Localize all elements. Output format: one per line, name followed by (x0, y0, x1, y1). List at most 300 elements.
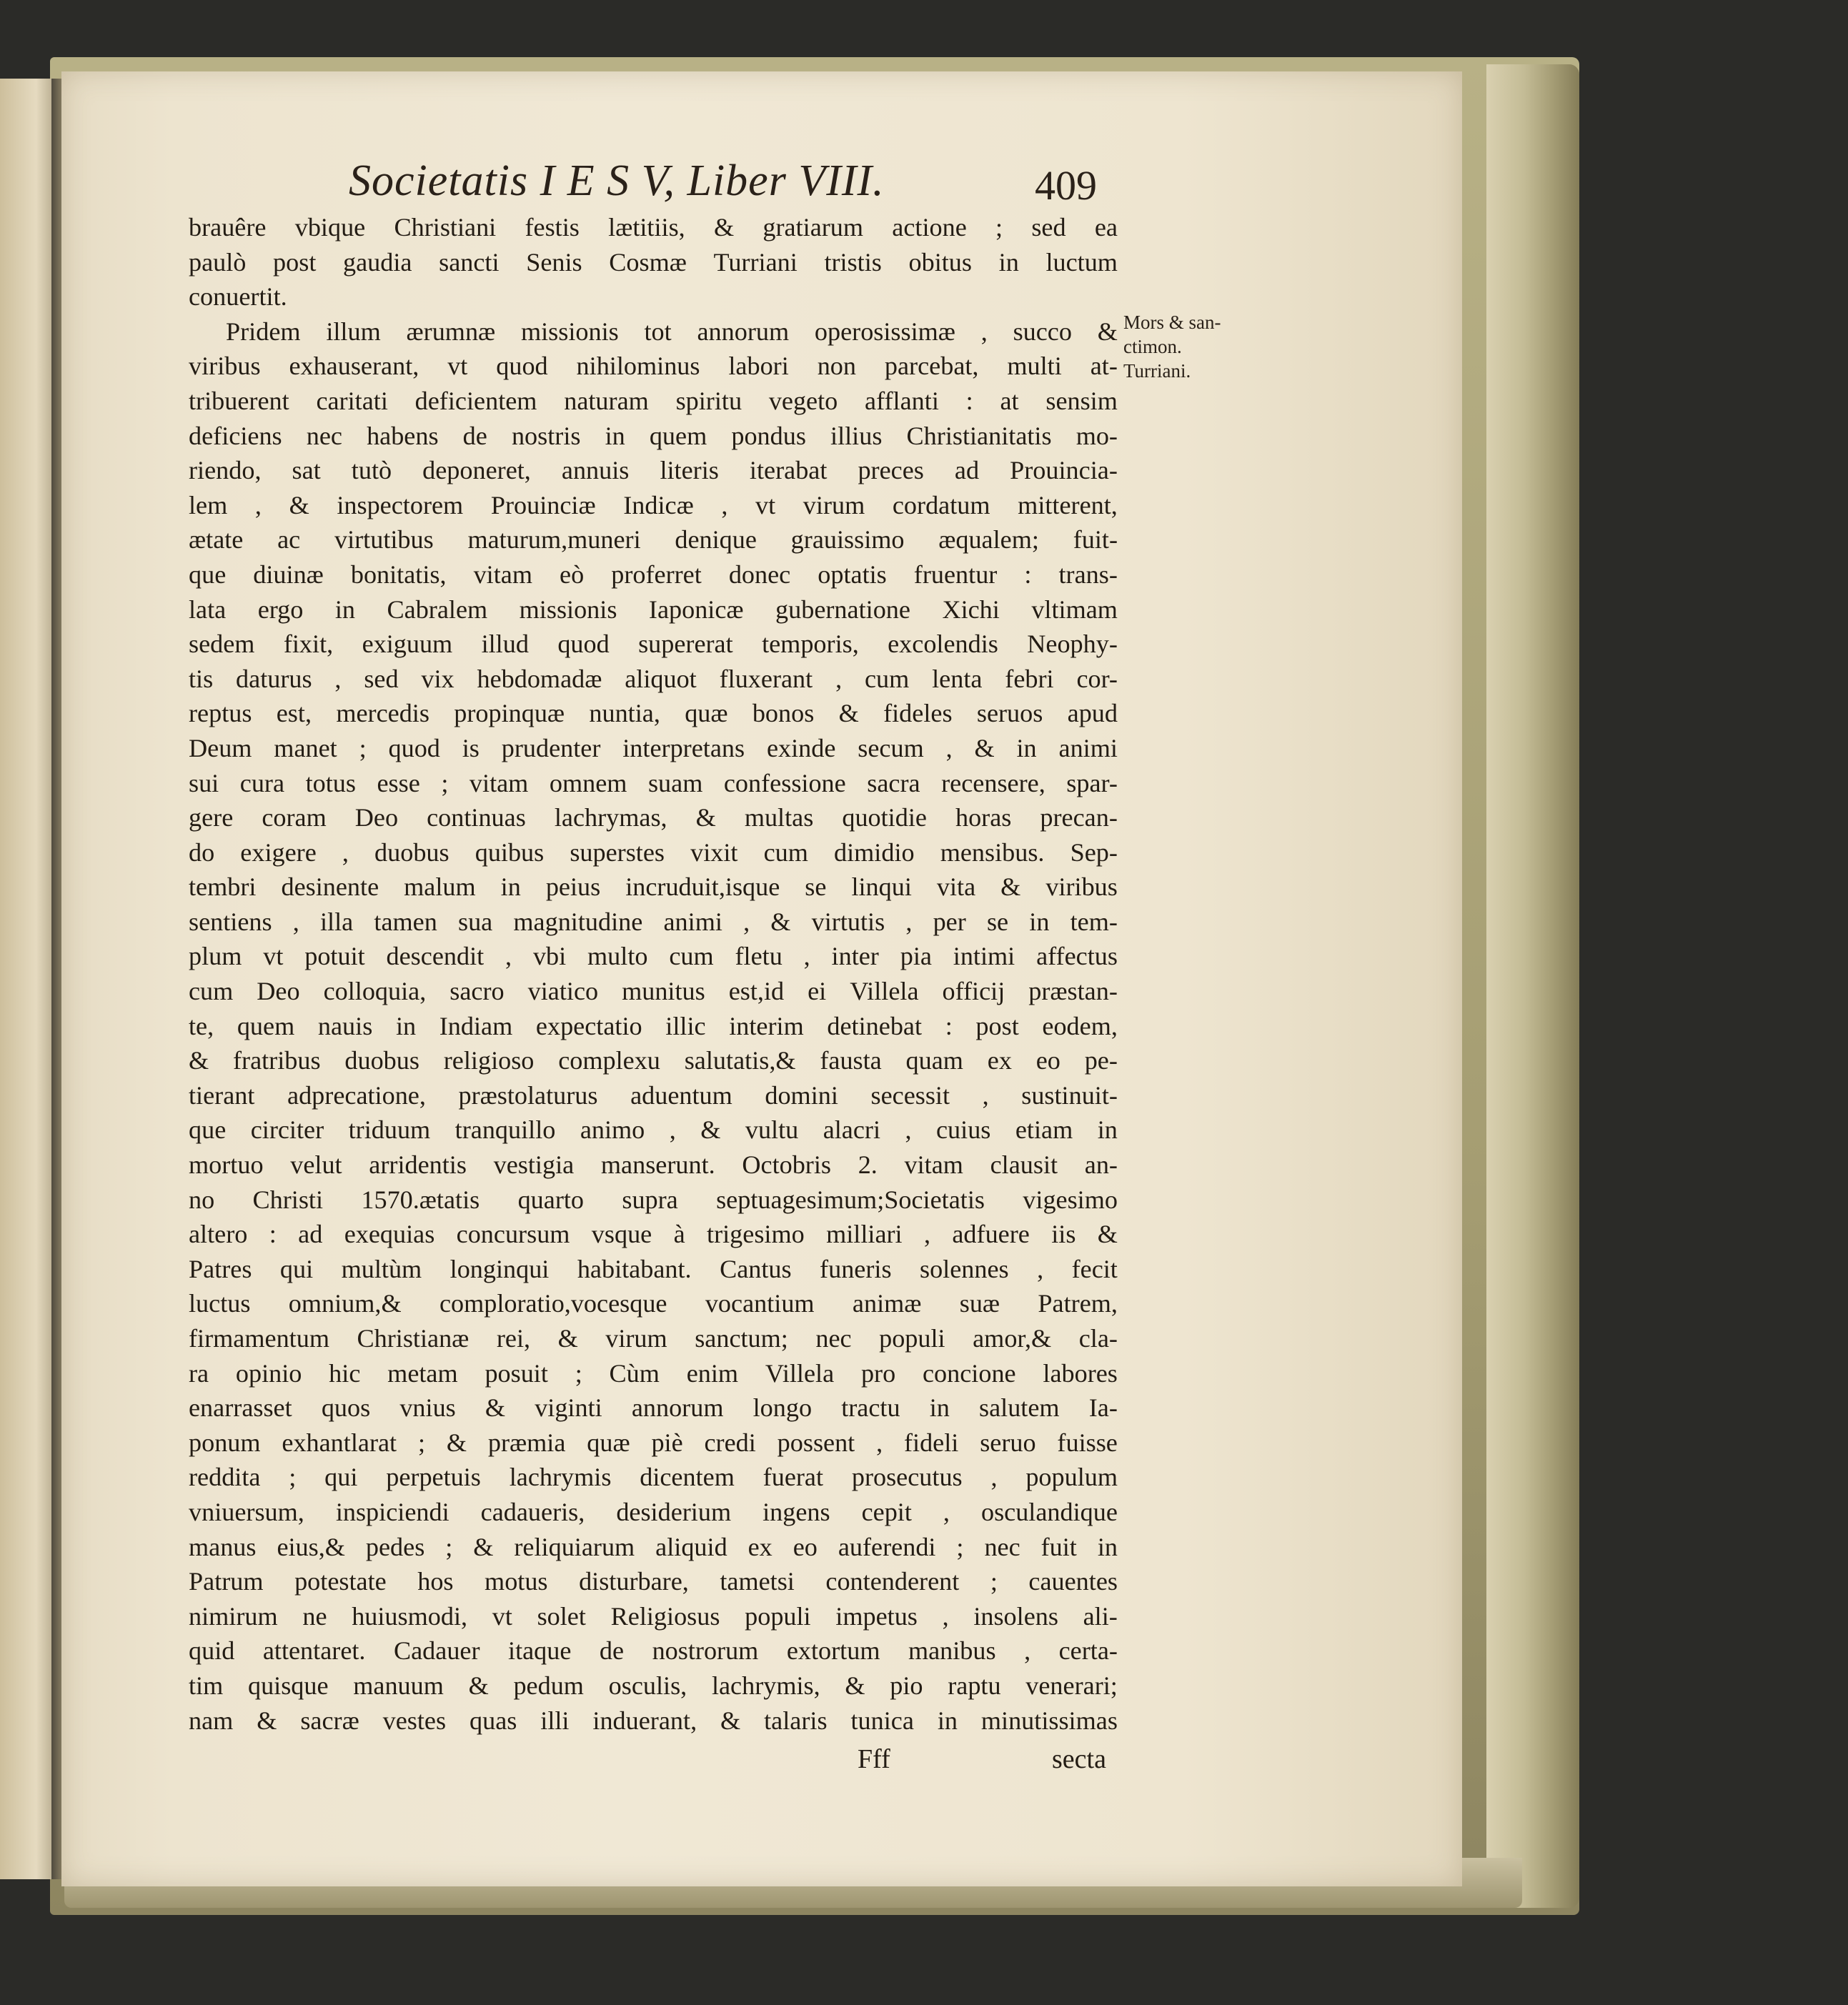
word: Ia- (1088, 1393, 1118, 1423)
word: lata (189, 594, 227, 624)
text-line (189, 1183, 1118, 1218)
word: , (1024, 1636, 1031, 1666)
word: Deo (257, 977, 300, 1006)
word: huiusmodi, (352, 1601, 468, 1631)
word: animi (1058, 733, 1118, 762)
word: certa- (1058, 1636, 1118, 1666)
word: ; (441, 768, 449, 797)
word: minutissimas (980, 1706, 1118, 1735)
word: eo (793, 1532, 818, 1561)
word: clausit (990, 1150, 1058, 1180)
word: ad (298, 1220, 323, 1249)
word: præmia (487, 1428, 566, 1457)
word: & (557, 1324, 578, 1353)
word: horas (955, 803, 1012, 832)
word: vixit (690, 837, 738, 867)
word: longo (752, 1393, 813, 1423)
word: inspiciendi (335, 1497, 449, 1526)
word: , (669, 1115, 676, 1145)
word: quæ (587, 1428, 630, 1457)
word: quarto (517, 1185, 585, 1214)
word: multas (744, 803, 814, 832)
word: Cabralem (387, 594, 488, 624)
word: temporis, (762, 630, 859, 659)
word: lætitiis, (608, 213, 685, 242)
word: populi (745, 1601, 811, 1631)
word: ; (445, 1532, 453, 1561)
word: missionis (519, 594, 617, 624)
body-text (189, 210, 1118, 1738)
word: reddita (189, 1463, 261, 1492)
word: prudenter (501, 733, 601, 762)
word: fixit, (283, 630, 334, 659)
word: nimirum (189, 1601, 278, 1631)
word: tim (189, 1671, 224, 1700)
word: lachrymis, (711, 1671, 820, 1700)
word: & (974, 733, 995, 762)
word: est, (276, 699, 312, 728)
word: sancti (439, 247, 500, 277)
word: in (929, 1393, 950, 1423)
word: & (770, 907, 791, 936)
word: , (1037, 1254, 1044, 1283)
word: interim (729, 1011, 804, 1040)
word: manuum (353, 1671, 444, 1700)
word: : (945, 1011, 953, 1040)
word: duobus (374, 837, 449, 867)
word: cum (669, 942, 714, 971)
word: post (273, 247, 317, 277)
word: trans- (1058, 559, 1118, 589)
word: suam (647, 768, 703, 797)
word: à (673, 1220, 685, 1249)
word: illum (326, 317, 381, 346)
text-line (189, 905, 1118, 940)
word: auferendi (838, 1532, 936, 1561)
word: pondus (731, 421, 806, 450)
text-line (189, 870, 1118, 905)
word: spiritu (675, 386, 742, 415)
word: eius,& (277, 1532, 345, 1561)
word: in (1016, 733, 1037, 762)
word: viatico (527, 977, 599, 1006)
word: vltimam (1031, 594, 1118, 624)
word: , (943, 1497, 950, 1526)
word: , (905, 1115, 912, 1145)
word: velut (290, 1150, 342, 1180)
word: obitus (908, 247, 972, 277)
word: gratiarum (762, 213, 864, 242)
word: pedes (365, 1532, 425, 1561)
word: is (462, 733, 480, 762)
word: ponum (189, 1428, 261, 1457)
word: Christianæ (357, 1324, 470, 1353)
word: metam (387, 1358, 458, 1388)
word: propinquæ (454, 699, 565, 728)
word: attentaret. (262, 1636, 366, 1666)
word: vbique (294, 213, 366, 242)
word: dimidio (834, 837, 915, 867)
word: nec (306, 421, 342, 450)
word: sed (1031, 213, 1066, 242)
word: venerari; (1025, 1671, 1118, 1700)
word: reptus (189, 699, 252, 728)
text-line (189, 1564, 1118, 1599)
word: cepit (861, 1497, 912, 1526)
word: fuisse (1057, 1428, 1118, 1457)
word: , (982, 1080, 989, 1110)
word: de (462, 421, 487, 450)
word: , (254, 490, 262, 519)
word: : (965, 386, 973, 415)
word: vultu (745, 1115, 799, 1145)
word: sat (292, 456, 321, 485)
word: 2. (858, 1150, 878, 1180)
word: annuis (561, 456, 630, 485)
word: viribus (1045, 872, 1118, 902)
word: ali- (1083, 1601, 1118, 1631)
word: tutò (351, 456, 392, 485)
word: expectatio (535, 1011, 642, 1040)
word: iis (1051, 1220, 1076, 1249)
word: multùm (341, 1254, 422, 1283)
word: Christiani (394, 213, 497, 242)
word: maturum,muneri (467, 525, 641, 554)
word: iterabat (749, 456, 828, 485)
word: induerant, (592, 1706, 697, 1735)
word: adfuere (952, 1220, 1030, 1249)
signature-mark: Fff (858, 1744, 890, 1774)
text-line (189, 1460, 1118, 1495)
running-title: Societatis I E S V, Liber VIII. (349, 156, 885, 205)
text-line (189, 1356, 1118, 1391)
word: non (817, 352, 856, 381)
word: Cantus (720, 1254, 792, 1283)
text-line (189, 1633, 1118, 1668)
word: prosecutus (851, 1463, 963, 1492)
word: milliari (826, 1220, 903, 1249)
word: osculandique (980, 1497, 1118, 1526)
word: munitus (622, 977, 705, 1006)
text-line (189, 1009, 1118, 1044)
word: in (1097, 1532, 1118, 1561)
word: & (257, 1706, 277, 1735)
word: opinio (235, 1358, 302, 1388)
word: ærumnæ (406, 317, 496, 346)
word: tunica (850, 1706, 914, 1735)
word: circiter (250, 1115, 324, 1145)
word: adprecatione, (287, 1080, 426, 1110)
word: pe- (1084, 1046, 1118, 1075)
word: quibus (475, 837, 545, 867)
word: esse (377, 768, 420, 797)
word: ra (189, 1358, 209, 1388)
word: amor,& (973, 1324, 1052, 1353)
word: cum (763, 837, 808, 867)
word: manus (189, 1532, 257, 1561)
word: linqui (851, 872, 912, 902)
word: & (838, 699, 859, 728)
word: de (599, 1636, 625, 1666)
word: supra (622, 1185, 678, 1214)
text-line (189, 1426, 1118, 1461)
text-line (189, 800, 1118, 835)
text-line (189, 1252, 1118, 1287)
word: & (485, 1393, 506, 1423)
word: fuit (1040, 1532, 1077, 1561)
word: diuinæ (253, 559, 324, 589)
word: fuit- (1073, 525, 1118, 554)
word: hos (417, 1567, 454, 1596)
word: lem (189, 490, 228, 519)
word: & (1000, 872, 1021, 902)
word: nec (984, 1532, 1020, 1561)
word: religioso (443, 1046, 535, 1075)
word: in (1029, 907, 1050, 936)
word: illic (665, 1011, 706, 1040)
word: superstes (570, 837, 665, 867)
word: ; (575, 1358, 582, 1388)
word: , (980, 317, 988, 346)
text-line (189, 1390, 1118, 1426)
word: Xichi (942, 594, 1000, 624)
word: lenta (932, 664, 983, 693)
word: credi (704, 1428, 756, 1457)
text-line (189, 349, 1118, 384)
word: supererat (638, 630, 733, 659)
text-line (189, 974, 1118, 1009)
word: vigesimo (1023, 1185, 1118, 1214)
word: quem (649, 421, 707, 450)
word: animo (580, 1115, 645, 1145)
word: manet (274, 733, 337, 762)
word: domini (765, 1080, 838, 1110)
word: Religiosus (610, 1601, 720, 1631)
word: sacræ (300, 1706, 359, 1735)
text-line (189, 419, 1118, 454)
text-line (189, 1043, 1118, 1078)
text-line: conuertit. (189, 282, 287, 312)
word: , (990, 1463, 998, 1492)
word: concione (922, 1358, 1016, 1388)
word: denique (675, 525, 757, 554)
word: ad (954, 456, 980, 485)
word: colloquia, (323, 977, 427, 1006)
word: aliquot (625, 664, 697, 693)
word: tembri (189, 872, 257, 902)
word: Pridem (226, 317, 301, 346)
word: & (473, 1532, 494, 1561)
word: hebdomadæ (477, 664, 602, 693)
word: , (342, 837, 349, 867)
word: annorum (697, 317, 790, 346)
word: complexu (558, 1046, 660, 1075)
word: , (743, 907, 750, 936)
word: precan- (1040, 803, 1118, 832)
text-line (189, 210, 1118, 245)
word: apud (1067, 699, 1118, 728)
word: pedum (513, 1671, 584, 1700)
word: mortuo (189, 1150, 264, 1180)
word: alacri (823, 1115, 881, 1145)
word: labori (728, 352, 789, 381)
word: Patres (189, 1254, 252, 1283)
word: tractu (841, 1393, 900, 1423)
word: hic (329, 1358, 361, 1388)
word: desiderium (616, 1497, 732, 1526)
word: mitterent, (1018, 490, 1118, 519)
margin-note-line: Turriani. (1123, 360, 1191, 382)
word: vt (447, 352, 468, 381)
word: animi (663, 907, 722, 936)
word: & (468, 1671, 489, 1700)
text-line (189, 488, 1118, 523)
word: aliquid (655, 1532, 727, 1561)
word: rei, (496, 1324, 531, 1353)
word: febri (1005, 664, 1054, 693)
word: etiam (1015, 1115, 1073, 1145)
word: æqualem; (938, 525, 1039, 554)
word: vegeto (768, 386, 838, 415)
word: paulò (189, 247, 247, 277)
word: caritati (316, 386, 388, 415)
text-line (189, 1495, 1118, 1530)
word: Iaponicæ (648, 594, 744, 624)
word: & (189, 1046, 209, 1075)
word: 1570.ætatis (361, 1185, 480, 1214)
word: quam (905, 1046, 963, 1075)
word: illi (540, 1706, 570, 1735)
word: cura (239, 768, 285, 797)
word: , (292, 907, 299, 936)
word: ; (990, 1567, 998, 1596)
word: ex (987, 1046, 1012, 1075)
word: sacra (867, 768, 920, 797)
word: Cosmæ (609, 247, 687, 277)
word: ; (956, 1532, 964, 1561)
word: pio (890, 1671, 923, 1700)
word: & (845, 1671, 865, 1700)
word: brauêre (189, 213, 267, 242)
word: ne (302, 1601, 327, 1631)
word: Patrum (189, 1567, 264, 1596)
word: eò (560, 559, 585, 589)
word: totus (305, 768, 356, 797)
text-line (189, 1321, 1118, 1356)
word: vitam (473, 559, 532, 589)
word: cum (189, 977, 234, 1006)
word: te, (189, 1011, 214, 1040)
word: se (805, 872, 827, 902)
page-number: 409 (1035, 162, 1097, 209)
word: quod (557, 630, 610, 659)
word: pro (860, 1358, 896, 1388)
word: Patrem, (1038, 1289, 1118, 1318)
word: annorum (631, 1393, 724, 1423)
word: perpetuis (386, 1463, 481, 1492)
word: fecit (1071, 1254, 1118, 1283)
margin-note-line: ctimon. (1123, 336, 1182, 357)
word: mo- (1075, 421, 1118, 450)
catchword: secta (1052, 1744, 1106, 1774)
text-line (189, 1148, 1118, 1183)
word: naturam (564, 386, 649, 415)
word: que (189, 1115, 227, 1145)
word: cauentes (1028, 1567, 1118, 1596)
word: , (876, 1428, 883, 1457)
word: tamen (374, 907, 437, 936)
word: in (500, 872, 521, 902)
word: Villela (765, 1358, 835, 1388)
text-line (189, 662, 1118, 697)
word: cordatum (892, 490, 990, 519)
word: succo (1013, 317, 1072, 346)
word: no (189, 1185, 215, 1214)
text-line (189, 314, 1118, 349)
text-line (189, 1078, 1118, 1113)
word: tierant (189, 1080, 255, 1110)
word: fausta (820, 1046, 882, 1075)
word: trigesimo (707, 1220, 805, 1249)
word: vt (492, 1601, 512, 1631)
word: labores (1043, 1358, 1118, 1388)
word: & (1097, 317, 1118, 346)
word: : (1024, 559, 1032, 589)
text-line (189, 1668, 1118, 1703)
word: tranquillo (454, 1115, 556, 1145)
word: Deo (354, 803, 399, 832)
text-line (189, 696, 1118, 731)
word: cuius (936, 1115, 991, 1145)
word: intimi (953, 942, 1015, 971)
word: deficiens (189, 421, 282, 450)
word: at (1000, 386, 1019, 415)
word: multi (1007, 352, 1062, 381)
word: Cùm (609, 1358, 660, 1388)
word: quod (496, 352, 548, 381)
word: enim (686, 1358, 739, 1388)
word: que (189, 559, 227, 589)
word: cor- (1076, 664, 1118, 693)
word: longinqui (449, 1254, 550, 1283)
word: duobus (344, 1046, 419, 1075)
word: nostris (511, 421, 581, 450)
word: tem- (1070, 907, 1118, 936)
word: in (937, 1706, 958, 1735)
word: fideles (883, 699, 953, 728)
word: actione (892, 213, 967, 242)
word: cum (864, 664, 910, 693)
word: firmamentum (189, 1324, 329, 1353)
word: Octobris (742, 1150, 831, 1180)
word: gubernatione (775, 594, 910, 624)
word: & (700, 1115, 721, 1145)
word: ergo (257, 594, 304, 624)
text-line (189, 1530, 1118, 1565)
word: Turriani (713, 247, 798, 277)
word: interpretans (622, 733, 745, 762)
word: coram (262, 803, 327, 832)
word: operosissimæ (814, 317, 955, 346)
word: qui (279, 1254, 314, 1283)
word: funeris (820, 1254, 892, 1283)
word: virum (605, 1324, 667, 1353)
word: sua (457, 907, 493, 936)
word: fratribus (232, 1046, 321, 1075)
word: , (803, 942, 810, 971)
word: donec (728, 559, 791, 589)
word: malum (404, 872, 476, 902)
